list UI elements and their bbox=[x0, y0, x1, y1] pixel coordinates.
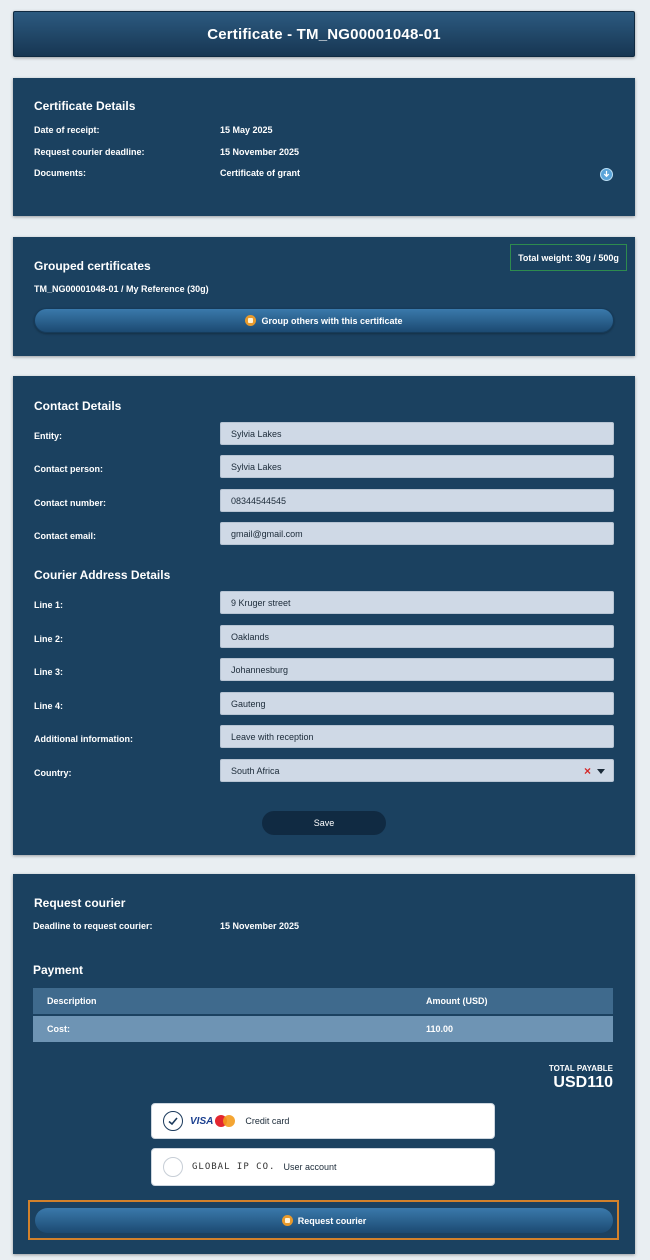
date-of-receipt-value: 15 May 2025 bbox=[220, 125, 273, 135]
deadline-value: 15 November 2025 bbox=[220, 921, 300, 931]
check-icon[interactable] bbox=[163, 1111, 183, 1131]
contact-person-field[interactable]: Sylvia Lakes bbox=[220, 455, 614, 478]
group-others-label: Group others with this certificate bbox=[261, 315, 403, 326]
payment-option-user-account[interactable] bbox=[151, 1148, 495, 1186]
payment-table-header bbox=[33, 988, 613, 1014]
total-payable-label: TOTAL PAYABLE bbox=[548, 1064, 613, 1073]
country-select[interactable] bbox=[220, 759, 614, 782]
contact-number-field[interactable]: 08344544545 bbox=[220, 489, 614, 512]
line-1-label: Line 1: bbox=[34, 600, 64, 610]
table-row bbox=[33, 1016, 613, 1042]
page-header bbox=[13, 11, 635, 57]
document-link[interactable]: Certificate of grant bbox=[220, 168, 301, 178]
country-label: Country: bbox=[34, 768, 72, 778]
request-courier-button[interactable] bbox=[35, 1208, 613, 1233]
cost-amount: 110.00 bbox=[426, 1024, 454, 1034]
request-courier-label: Request courier bbox=[297, 1215, 367, 1226]
additional-info-field[interactable]: Leave with reception bbox=[220, 725, 614, 748]
payment-option-credit-card[interactable] bbox=[151, 1103, 495, 1139]
line-3-label: Line 3: bbox=[34, 667, 64, 677]
contact-person-label: Contact person: bbox=[34, 464, 104, 474]
page-title: Certificate - TM_NG00001048-01 bbox=[207, 25, 441, 43]
grouped-certificates-panel bbox=[13, 237, 635, 356]
contact-details-panel bbox=[13, 376, 635, 855]
group-others-button[interactable] bbox=[34, 308, 614, 333]
documents-label: Documents: bbox=[34, 168, 87, 178]
deadline-label: Deadline to request courier: bbox=[33, 921, 153, 931]
line-4-label: Line 4: bbox=[34, 701, 64, 711]
total-weight-badge: Total weight: 30g / 500g bbox=[510, 244, 627, 271]
contact-email-label: Contact email: bbox=[34, 531, 97, 541]
radio-icon[interactable] bbox=[163, 1157, 183, 1177]
date-of-receipt-label: Date of receipt: bbox=[34, 125, 100, 135]
group-icon bbox=[245, 315, 256, 326]
contact-email-field[interactable]: gmail@gmail.com bbox=[220, 522, 614, 545]
download-icon[interactable] bbox=[600, 168, 613, 181]
line-2-label: Line 2: bbox=[34, 634, 64, 644]
cost-label: Cost: bbox=[47, 1024, 70, 1034]
visa-logo: VISA bbox=[190, 1115, 214, 1127]
additional-info-label: Additional information: bbox=[34, 734, 133, 744]
contact-number-label: Contact number: bbox=[34, 498, 106, 508]
user-account-label: User account bbox=[283, 1162, 337, 1172]
mastercard-icon bbox=[215, 1115, 237, 1127]
total-payable-value: USD110 bbox=[553, 1074, 613, 1091]
grouped-item: TM_NG00001048-01 / My Reference (30g) bbox=[34, 284, 209, 294]
country-value: South Africa bbox=[231, 765, 280, 776]
column-description: Description bbox=[47, 996, 97, 1006]
contact-details-title: Contact Details bbox=[34, 399, 122, 413]
entity-label: Entity: bbox=[34, 431, 62, 441]
courier-icon bbox=[282, 1215, 293, 1226]
line-1-field[interactable]: 9 Kruger street bbox=[220, 591, 614, 614]
certificate-details-panel bbox=[13, 78, 635, 216]
payment-title: Payment bbox=[33, 963, 84, 977]
clear-icon[interactable]: × bbox=[583, 764, 591, 778]
chevron-down-icon[interactable] bbox=[597, 769, 605, 774]
entity-field[interactable]: Sylvia Lakes bbox=[220, 422, 614, 445]
global-ip-logo: GLOBAL IP CO. bbox=[192, 1162, 276, 1172]
request-courier-panel bbox=[13, 874, 635, 1254]
courier-deadline-value: 15 November 2025 bbox=[220, 147, 300, 157]
credit-card-label: Credit card bbox=[245, 1116, 290, 1126]
line-2-field[interactable]: Oaklands bbox=[220, 625, 614, 648]
save-button[interactable]: Save bbox=[262, 811, 386, 835]
grouped-certificates-title: Grouped certificates bbox=[34, 259, 151, 273]
line-4-field[interactable]: Gauteng bbox=[220, 692, 614, 715]
courier-address-title: Courier Address Details bbox=[34, 568, 171, 582]
certificate-details-title: Certificate Details bbox=[34, 99, 136, 113]
request-courier-highlight bbox=[28, 1200, 619, 1240]
column-amount: Amount (USD) bbox=[426, 996, 488, 1006]
request-courier-title: Request courier bbox=[34, 896, 126, 910]
courier-deadline-label: Request courier deadline: bbox=[34, 147, 145, 157]
line-3-field[interactable]: Johannesburg bbox=[220, 658, 614, 681]
